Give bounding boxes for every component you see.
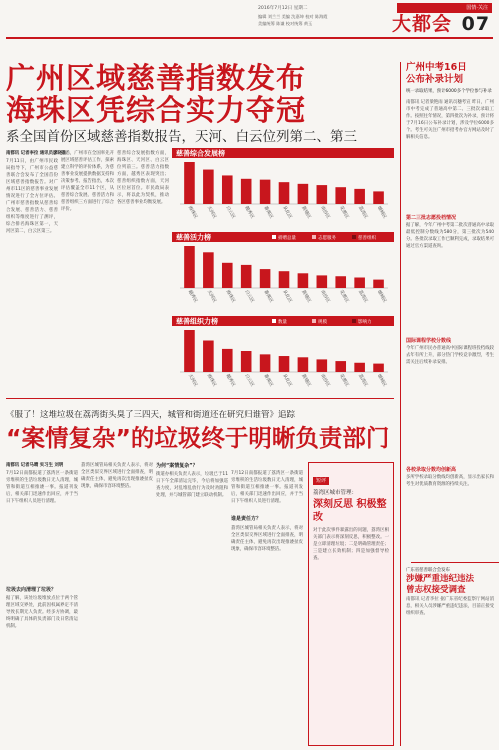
main-headline-line2: 海珠区凭综合实力夺冠 [6, 93, 307, 127]
chart-category-label: 荔湾区 [356, 373, 368, 388]
chart-bar [279, 356, 290, 372]
chart-bar [203, 252, 214, 288]
main-body-col3: 慈善综合发展指数方面，海珠区、天河区、白云区位列前三。慈善活力指数方面，越秀区表现突出；慈善组织指数方面，天河区位居首位。市民政局表示，将以此为契机，推动各区慈善事业均衡发展。 [117, 151, 169, 205]
charts-svg [172, 148, 394, 394]
chart-bar [373, 364, 384, 372]
chart-bar [260, 180, 271, 204]
editors-line: 编辑 刘兰兰 美编 沈嘉坤 校对 陈海霞 [258, 14, 328, 19]
chart-category-label: 从化区 [281, 373, 293, 388]
story-divider [6, 398, 394, 399]
chart-category-label: 白云区 [243, 289, 255, 304]
second-byline: 南都讯 记者马晴 实习生 刘明 [6, 463, 64, 468]
chart-bar [335, 361, 346, 372]
chart-category-label: 天河区 [205, 289, 217, 304]
right-head3c: 曾志权接受调查 [406, 585, 466, 595]
right-column [400, 62, 494, 746]
chart-category-label: 从化区 [281, 289, 293, 304]
chart-category-label: 花都区 [337, 373, 350, 388]
chart-legend-swatch [352, 235, 356, 239]
second-body-col2: 荔湾区城管局相关负责人表示，将对全区类似交界区域进行全面排查，明确责任主体，避免再次出现推诿扯皮现象，确保市容环境整洁。 [81, 463, 153, 489]
second-kicker: 《服了！这堆垃圾在荔湾街头臭了三四天，城管和街道还在研究归谁管》追踪 [6, 410, 296, 420]
chart-category-label: 海珠区 [224, 289, 236, 304]
right-sub-c: 各校录取分数均创新高 [406, 467, 457, 473]
right-body2: 据了解，今年广州中考第二批次普通高中录取最低控制分数线为580分，第三批次为540分。各批次录取工作已顺利完成，录取结果可通过官方渠道查询。 [406, 223, 494, 249]
second-sub1: 垃圾去向清理了垃圾？ [6, 587, 57, 593]
chart-legend-swatch [272, 235, 276, 239]
chart-bar [354, 278, 365, 289]
header-rule [6, 37, 493, 39]
right-body3: 今年广州市民办普通高中国际课程班投档线较去年有所上升，部分热门学校竞争激烈，考生需关注后续补录安排。 [406, 346, 494, 365]
chart-bar [222, 263, 233, 288]
chart-legend-label: 影响力 [358, 320, 372, 325]
chart-category-label: 越秀区 [224, 373, 236, 388]
chart-bar [298, 273, 309, 288]
chart-category-label: 南沙区 [319, 205, 331, 220]
chart-bar [354, 189, 365, 204]
page-number: 07 [461, 13, 491, 35]
chart-bar [373, 191, 384, 204]
chart-bar [317, 185, 328, 204]
second-body-col3: 街道办相关负责人表示，垃圾已于11日下午全部清运完毕，今后将加强巡查力度，对乱堆乱放行为及时劝阻和处理，并与城管部门建立联动机制。 [156, 472, 228, 498]
comment-body: 对于此次事件暴露出的问题，荔湾区相关部门表示将深刻反思，积极整改。一是立即清理垃圾；二是明确管理责任；三是建立长效机制；四是加强督导检查。 [313, 528, 389, 561]
chart-legend-label: 捐赠总量 [278, 236, 296, 241]
comment-kicker: 荔湾区城市管理： [313, 490, 358, 496]
chart-category-label: 黄埔区 [300, 289, 312, 304]
chart-legend-swatch [312, 319, 316, 323]
chart-bar [260, 354, 271, 372]
right-head [406, 62, 494, 86]
chart-category-label: 白云区 [224, 205, 236, 220]
chart-bar [222, 175, 233, 204]
chart-bar [335, 276, 346, 288]
right-head3: 广东省慈善联合会发布 [406, 568, 450, 573]
chart-bar [279, 271, 290, 288]
right-divider [411, 562, 499, 563]
right-sub-a: 第二三批志愿投档情况 [406, 215, 457, 221]
chart-category-label: 天河区 [186, 373, 198, 388]
main-byline: 南都讯 记者李拉 通讯员廖晓准 [6, 151, 67, 156]
chart-bar [335, 187, 346, 204]
right-head3b: 涉嫌严重违纪违法 [406, 574, 475, 584]
chart-legend-label: 慈善组织 [358, 236, 376, 241]
right-body1: 南都讯 记者梁艳雨 通讯员穗考宣 昨日，广州市中考完成了普通高中第二、三批次录取工作。按照往年情况，第四批次为补录，预计将于7月16日公布补录计划，涉及学位6000多个。考生可关注广州市招考办官方网站及时了解相关信息。 [406, 100, 494, 140]
chart-bar [354, 363, 365, 372]
section-title [392, 13, 490, 35]
main-subhead: 系全国首份区域慈善指数报告，天河、白云位列第二、第三 [6, 129, 357, 145]
chart-bar [317, 359, 328, 372]
chart-legend-swatch [312, 235, 316, 239]
second-headline: “案情复杂”的垃圾终于明晰负责部门 [6, 424, 390, 452]
right-head-line1: 广州中考16日 [406, 62, 467, 73]
comment-box [308, 462, 394, 746]
section-title-text: 大都会 [392, 13, 453, 35]
chart-category-label: 番禺区 [262, 289, 274, 304]
chart-legend-swatch [352, 319, 356, 323]
main-headline-line1: 广州区域慈善指数发布 [6, 61, 307, 95]
chart-bar [317, 275, 328, 288]
chart-bar [241, 179, 252, 204]
second-sub2: 为何“案情复杂”？ [156, 463, 198, 469]
masthead [0, 0, 499, 36]
main-body-col2: 据悉，广州市在全国率先开展区域慈善评估工作，探索建立科学的评价体系，为慈善事业发展提供数据支持和决策参考。报告指出，本次评估覆盖全市11个区，从慈善综合发展、慈善活力和慈善组织三方面进行了综合评价。 [61, 151, 114, 212]
chart-category-label: 海珠区 [205, 373, 217, 388]
chart-category-label: 花都区 [337, 289, 350, 304]
comment-title: 深刻反思 积极整改 [313, 499, 387, 523]
right-body4: 多所学校录取分数线均创新高，显示出家长和考生对优质教育资源的持续关注。 [406, 475, 494, 487]
chart-legend-label: 数量 [278, 320, 287, 325]
chart-category-label: 荔湾区 [356, 205, 368, 220]
chart-bar [373, 280, 384, 288]
chart-bar [298, 184, 309, 204]
second-body-col1b: 据了解，该处垃圾堆放点位于两个管理区域交界处，此前因权属界定不清导致长期无人负责。经多方协调，最终明确了具体的负责部门及日常清运机制。 [6, 596, 78, 629]
chart-category-label: 增城区 [375, 205, 387, 220]
section-badge [397, 3, 492, 13]
chart-category-label: 南沙区 [319, 289, 331, 304]
right-sub-b: 国际课程学校分数线 [406, 338, 452, 344]
editors-line-2: 美编统筹 陈谦 校对统筹 黄玉 [258, 21, 313, 26]
second-body-col4b: 荔湾区城管局相关负责人表示，将对全区类似交界区域进行全面排查，明确责任主体，避免再次出现推诿扯皮现象，确保市容环境整洁。 [231, 526, 303, 552]
chart-title: 慈善综合发展榜 [176, 149, 225, 158]
chart-bar [279, 182, 290, 204]
main-headline [6, 62, 394, 126]
comment-tag: 短评 [313, 477, 329, 485]
chart-bar [241, 265, 252, 288]
chart-category-label: 增城区 [375, 373, 387, 388]
second-body-col4: 7月12日南都报道了荔湾区一条街道旁堆积的生活垃圾数日无人清理，城管和街道互相推诿一事。报道刊发后，相关部门迅速作出回应，并于当日下午组织人员进行清理。 [231, 471, 303, 504]
chart-legend-swatch [272, 319, 276, 323]
chart-bar [241, 351, 252, 372]
right-body5: 南都讯 记者李拉 据广东省纪委监察厅网站消息，相关人员涉嫌严重违纪违法，目前正接受组织审查。 [406, 597, 494, 616]
chart-title: 慈善活力榜 [176, 233, 211, 242]
chart-bar [203, 341, 214, 373]
chart-category-label: 越秀区 [243, 205, 255, 220]
second-body-col1: 7月12日南都报道了荔湾区一条街道旁堆积的生活垃圾数日无人清理，城管和街道互相推诿一事。报道刊发后，相关部门迅速作出回应，并于当日下午组织人员进行清理。 [6, 471, 78, 504]
date-line: 2016年7月12日 星期二 [258, 6, 308, 11]
right-sub: 统一录取结果，预计6000多个学位参与补录 [406, 89, 492, 94]
chart-bar [203, 170, 214, 204]
chart-category-label: 海珠区 [186, 205, 198, 220]
chart-bar [260, 269, 271, 288]
chart-category-label: 番禺区 [262, 373, 274, 388]
chart-area [172, 148, 394, 394]
chart-category-label: 天河区 [205, 205, 217, 220]
chart-bar [184, 246, 195, 288]
chart-legend-label: 志愿服务 [318, 236, 336, 241]
chart-bar [184, 330, 195, 372]
chart-category-label: 从化区 [281, 205, 293, 220]
chart-bar [298, 357, 309, 372]
main-body-col1: 7月11日，由广州市民政局指导下，广州市公益慈善联合会发布了全国首份区域慈善指数报告。对广州市11区的慈善事业发展情况进行了全方位评估。广州市慈善指数从慈善综合发展、慈善活力、慈善组织等维度进行了测评，综合排名海珠区第一，天河区第二，白云区第三。 [6, 159, 58, 234]
right-head-line2: 公布补录计划 [406, 74, 464, 85]
chart-category-label: 越秀区 [186, 289, 198, 304]
chart-category-label: 增城区 [375, 289, 387, 304]
second-sub3: 谁是责任方？ [231, 516, 262, 522]
chart-category-label: 黄埔区 [300, 373, 312, 388]
chart-category-label: 荔湾区 [356, 289, 368, 304]
chart-category-label: 黄埔区 [300, 205, 312, 220]
chart-category-label: 番禺区 [262, 205, 274, 220]
chart-category-label: 南沙区 [319, 373, 331, 388]
section-badge-label: 国情·关注 [466, 5, 488, 11]
chart-category-label: 白云区 [243, 373, 255, 388]
chart-bar [184, 162, 195, 204]
chart-bar [222, 349, 233, 372]
chart-legend-label: 规模 [318, 320, 327, 325]
chart-category-label: 花都区 [337, 205, 350, 220]
chart-title: 慈善组织力榜 [176, 317, 218, 326]
